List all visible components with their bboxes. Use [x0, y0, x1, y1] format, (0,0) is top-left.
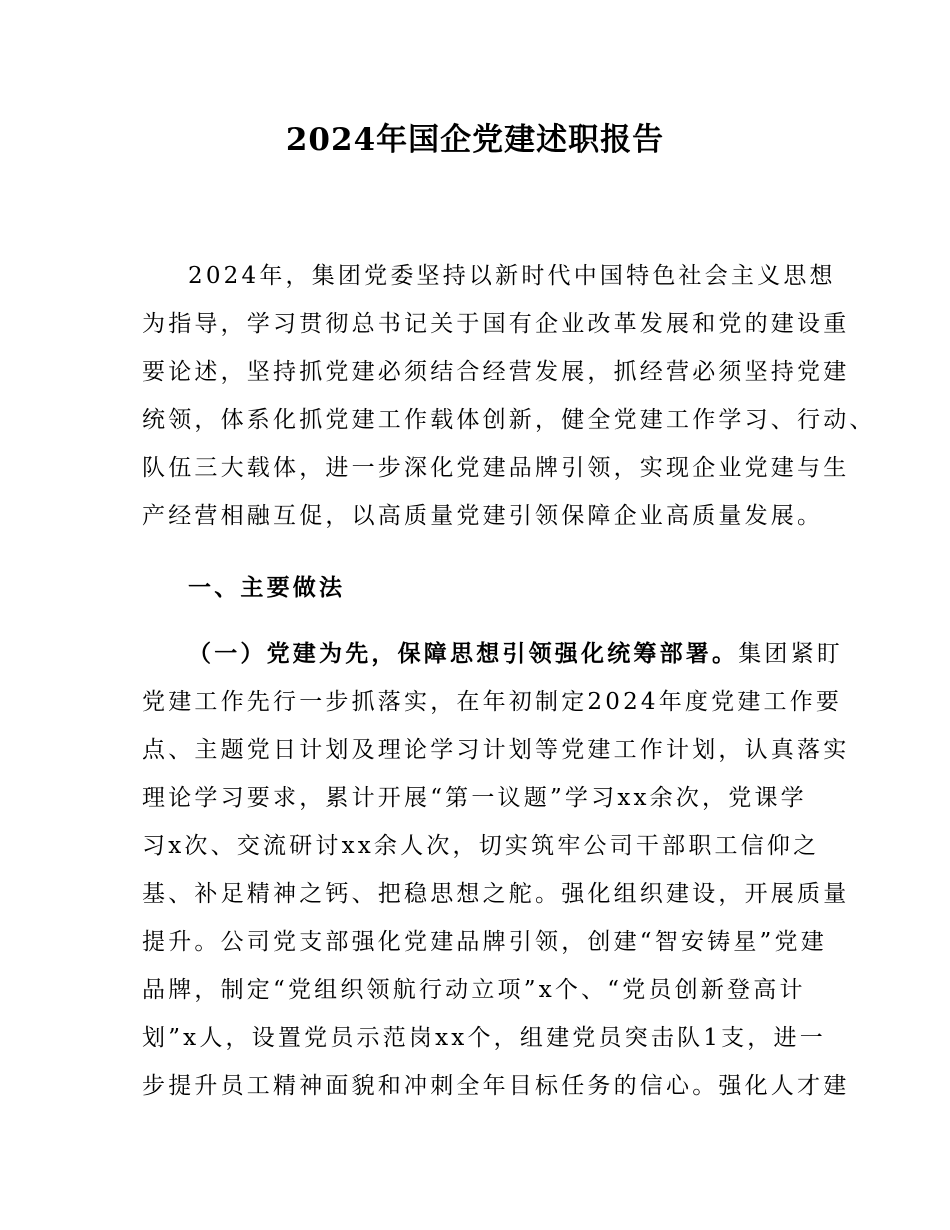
paragraph-line: 划”x人，设置党员示范岗xx个，组建党员突击队1支，进一	[142, 1025, 826, 1051]
paragraph-line: 2024年，集团党委坚持以新时代中国特色社会主义思想	[188, 263, 836, 289]
section-heading: 一、主要做法	[188, 574, 346, 601]
paragraph-line: 为指导，学习贯彻总书记关于国有企业改革发展和党的建设重	[142, 311, 850, 337]
paragraph-line: 统领，体系化抓党建工作载体创新，健全党建工作学习、行动、	[142, 407, 876, 433]
subsection-lead: （一）党建为先，保障思想引领强化统筹部署。	[188, 640, 739, 667]
document-title: 2024年国企党建述职报告	[285, 122, 665, 158]
paragraph-line: 提升。公司党支部强化党建品牌引领，创建“智安铸星”党建	[142, 929, 827, 955]
paragraph-line: 队伍三大载体，进一步深化党建品牌引领，实现企业党建与生	[142, 455, 850, 481]
paragraph-line: 品牌，制定“党组织领航行动立项”x个、“党员创新登高计	[142, 977, 806, 1003]
paragraph-first-line	[142, 630, 844, 678]
paragraph-line: 要论述，坚持抓党建必须结合经营发展，抓经营必须坚持党建	[142, 359, 850, 385]
paragraph-line: 理论学习要求，累计开展“第一议题”学习xx余次，党课学	[142, 785, 807, 811]
paragraph-line: 步提升员工精神面貌和冲刺全年目标任务的信心。强化人才建	[142, 1073, 850, 1099]
intro-paragraph	[142, 252, 876, 540]
paragraph-line: 基、补足精神之钙、把稳思想之舵。强化组织建设，开展质量	[142, 881, 850, 907]
paragraph-line: 党建工作先行一步抓落实，在年初制定2024年度党建工作要	[142, 689, 843, 715]
paragraph-line: 习x次、交流研讨xx余人次，切实筑牢公司干部职工信仰之	[142, 833, 820, 859]
paragraph-line: 点、主题党日计划及理论学习计划等党建工作计划，认真落实	[142, 737, 850, 763]
paragraph-line-rest: 集团紧盯	[738, 641, 844, 667]
paragraph-line: 产经营相融互促，以高质量党建引领保障企业高质量发展。	[142, 503, 824, 529]
section-paragraph	[142, 630, 850, 1110]
